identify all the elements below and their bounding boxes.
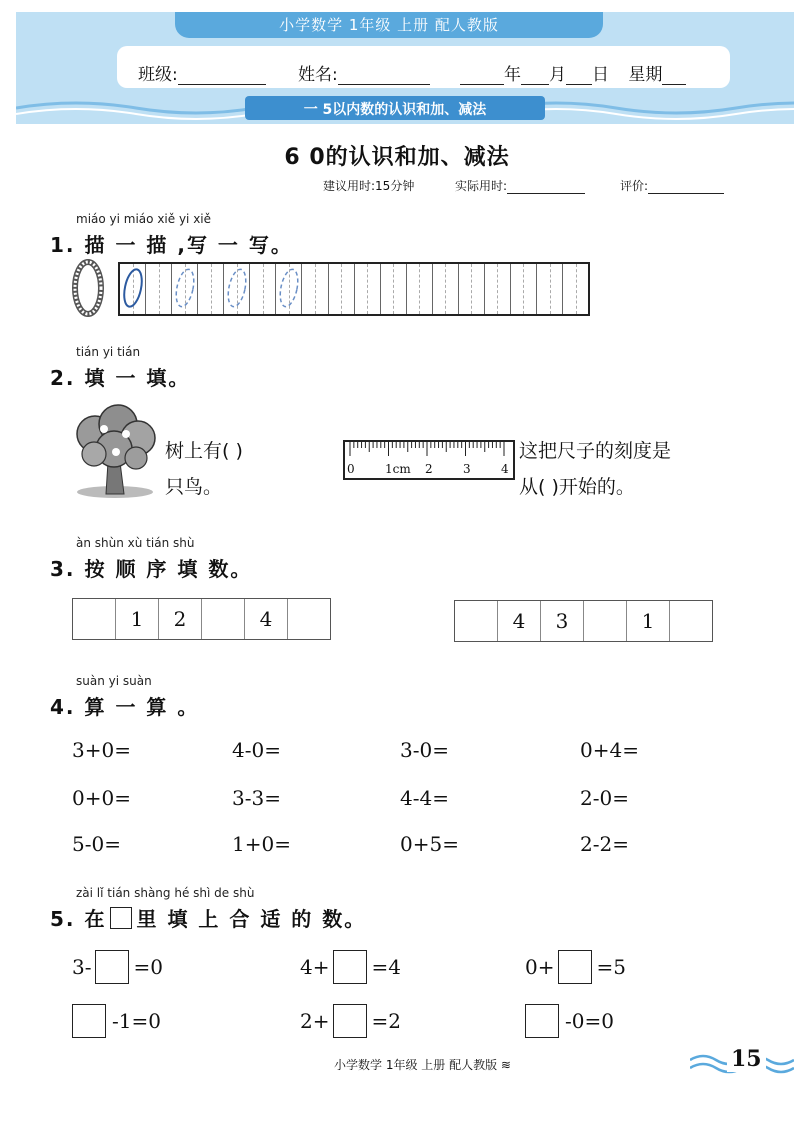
sequence-left — [72, 598, 331, 640]
zero-outline-icon — [70, 258, 106, 318]
calc-problem[interactable]: 3-0= — [400, 738, 449, 762]
class-field[interactable] — [138, 60, 266, 85]
unit-banner-text: 一 5以内数的认识和加、减法 — [303, 102, 487, 118]
evaluation-field[interactable] — [620, 177, 724, 194]
answer-box[interactable] — [558, 950, 592, 984]
ruler-label-4: 4 — [501, 462, 509, 476]
q3-title: 3. 按 顺 序 填 数。 — [50, 557, 253, 581]
fill-pre: 0+ — [525, 955, 555, 979]
answer-box[interactable] — [525, 1004, 559, 1038]
fill-post: =0 — [133, 955, 163, 979]
q2-title: 2. 填 一 填。 — [50, 366, 191, 390]
calc-problem[interactable]: 2-2= — [580, 832, 629, 856]
calc-problem[interactable]: 0+4= — [580, 738, 639, 762]
ruler-label-1cm: 1cm — [385, 462, 411, 476]
ruler-label-2: 2 — [425, 462, 433, 476]
page-number: 15 — [727, 1046, 766, 1072]
q4-pinyin: suàn yi suàn — [76, 674, 152, 688]
seq-left-cell: 4 — [245, 599, 288, 639]
calc-problem[interactable]: 4-4= — [400, 786, 449, 810]
tree-question-line2: 只鸟。 — [165, 476, 223, 498]
calc-problem[interactable]: 3+0= — [72, 738, 131, 762]
seq-right-cell: 3 — [541, 601, 584, 641]
q2-pinyin: tián yi tián — [76, 345, 141, 359]
year-label: 年 — [504, 65, 521, 85]
seq-left-cell: 1 — [116, 599, 159, 639]
month-label: 月 — [549, 65, 566, 85]
seq-left-cell: 2 — [159, 599, 202, 639]
fill-pre: 4+ — [300, 955, 330, 979]
footer-text: 小学数学 1年级 上册 配人教版 ≋ — [334, 1058, 511, 1072]
square-icon — [110, 907, 132, 929]
seq-left-cell[interactable] — [288, 599, 330, 639]
answer-box[interactable] — [72, 1004, 106, 1038]
calc-problem[interactable]: 0+0= — [72, 786, 131, 810]
fill-problem — [72, 950, 163, 984]
name-field[interactable] — [298, 60, 430, 85]
seq-right-cell: 1 — [627, 601, 670, 641]
ruler-label-0: 0 — [347, 462, 355, 476]
q5-title-part-a: 5. 在 — [50, 907, 107, 931]
answer-box[interactable] — [333, 1004, 367, 1038]
q5-title — [50, 903, 366, 932]
calc-problem[interactable]: 3-3= — [232, 786, 281, 810]
seq-left-cell[interactable] — [202, 599, 245, 639]
q1-pinyin: miáo yi miáo xiě yi xiě — [76, 212, 212, 226]
class-label: 班级: — [138, 65, 178, 85]
seq-right-cell[interactable] — [584, 601, 627, 641]
fill-pre: 3- — [72, 955, 92, 979]
fill-problem — [525, 1004, 614, 1038]
q3-pinyin: àn shùn xù tián shù — [76, 536, 195, 550]
ruler-question-line1: 这把尺子的刻度是 — [519, 440, 672, 462]
ruler-label-3: 3 — [463, 462, 471, 476]
q1-title: 1. 描 一 描 ,写 一 写。 — [50, 233, 293, 257]
ruler-question-line2[interactable]: 从( )开始的。 — [519, 476, 635, 498]
calc-problem[interactable]: 5-0= — [72, 832, 121, 856]
calc-problem[interactable]: 0+5= — [400, 832, 459, 856]
date-field[interactable] — [460, 60, 686, 85]
calc-problem[interactable]: 2-0= — [580, 786, 629, 810]
fill-pre: 2+ — [300, 1009, 330, 1033]
actual-time-label: 实际用时: — [455, 179, 508, 193]
q5-pinyin: zài lǐ tián shàng hé shì de shù — [76, 886, 255, 900]
fill-post: =5 — [596, 955, 626, 979]
series-title: 小学数学 1年级 上册 配人教版 — [279, 16, 499, 34]
weekday-label: 星期 — [628, 65, 663, 85]
day-label: 日 — [592, 65, 609, 85]
fill-problem — [300, 1004, 401, 1038]
fill-post: -0=0 — [565, 1009, 614, 1033]
answer-box[interactable] — [333, 950, 367, 984]
suggested-time: 建议用时:15分钟 — [323, 179, 415, 193]
fill-problem — [525, 950, 626, 984]
seq-right-cell[interactable] — [455, 601, 498, 641]
answer-box[interactable] — [95, 950, 129, 984]
fill-post: =4 — [371, 955, 401, 979]
seq-left-cell[interactable] — [73, 599, 116, 639]
lesson-title: 6 0的认识和加、减法 — [284, 145, 510, 170]
tree-illustration-icon — [70, 404, 160, 500]
fill-post: =2 — [371, 1009, 401, 1033]
seq-right-cell[interactable] — [670, 601, 712, 641]
actual-time-field[interactable] — [455, 177, 585, 194]
tree-question-line1[interactable]: 树上有( ) — [165, 440, 243, 462]
q5-title-part-b: 里 填 上 合 适 的 数。 — [136, 907, 367, 931]
ruler-labels — [343, 462, 515, 478]
fill-problem — [72, 1004, 161, 1038]
name-label: 姓名: — [298, 65, 338, 85]
calc-problem[interactable]: 4-0= — [232, 738, 281, 762]
fill-problem — [300, 950, 401, 984]
sequence-right — [454, 600, 713, 642]
seq-right-cell: 4 — [498, 601, 541, 641]
calc-problem[interactable]: 1+0= — [232, 832, 291, 856]
fill-post: -1=0 — [112, 1009, 161, 1033]
tracing-grid[interactable] — [118, 262, 590, 316]
evaluation-label: 评价: — [620, 179, 649, 193]
q4-title: 4. 算 一 算 。 — [50, 695, 200, 719]
